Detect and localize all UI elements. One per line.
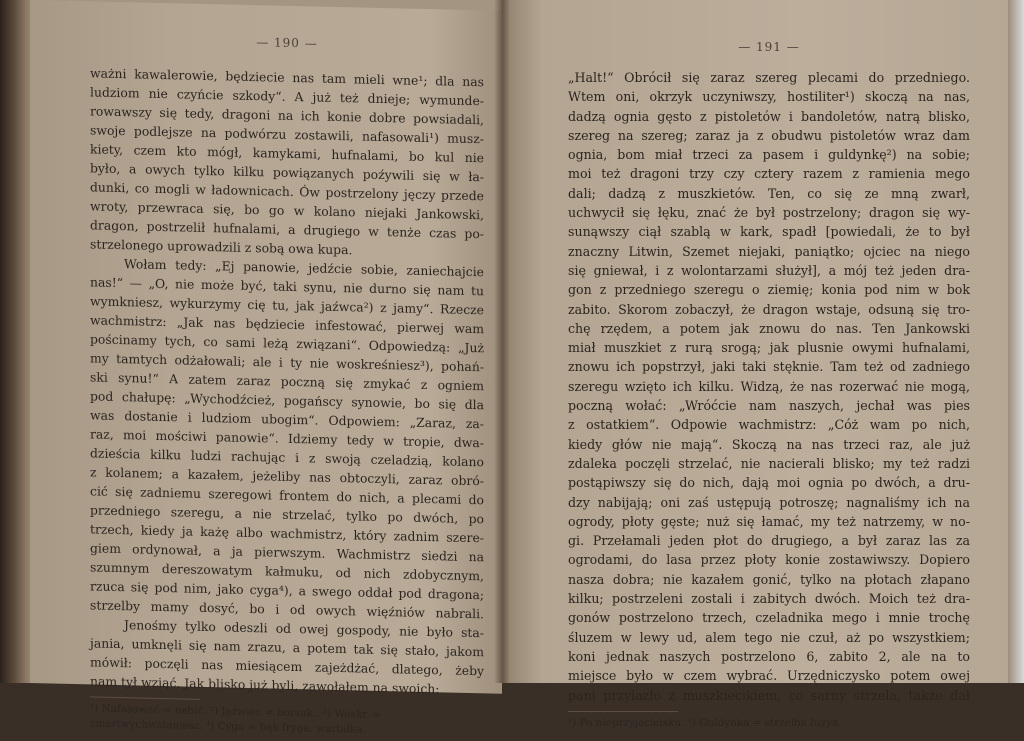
right-page-text-line: dadzą ognia gęsto z pistoletów i bandoletów, natrą blisko, <box>568 108 970 124</box>
right-page-text-line: śluzem w lewy ud, alem tego nie czuł, aż po wszystkiem; <box>568 629 970 645</box>
right-page-text-line: miejsce było w czem wybrać. Urzędniczysko potem owej <box>568 668 970 684</box>
left-page-text-line: przedniego szeregu, a nie strzelać, tylko po dwóch, po <box>90 502 484 527</box>
left-page-text-line: ludziom nie czyńcie szkody“. A już też dnieje; wymunde- <box>90 84 484 109</box>
right-page-text-line: kiedy głów nie mają“. Skoczą na nas trzeci raz, ale już <box>568 436 970 452</box>
left-footnote-line: zmartwychwstaniesz. ⁴) Cyga = bąk fryga, wartałka. <box>90 717 366 736</box>
right-page-text-line: gonów postrzelono trzech, czeladnika mego i mnie trochę <box>568 610 970 626</box>
left-page-text-line: wroty, przewraca się, bo go w kolano niejaki Jankowski, <box>90 198 484 223</box>
left-page-text-line: cić się zadniemu szeregowi frontem do nich, a plecami do <box>90 483 484 508</box>
left-page-text-line: rowawszy się tedy, dragoni na ich konie dobre powsiadali, <box>90 103 484 128</box>
left-page-text-line: was dostanie i ludziom ubogim“. Odpowiem: „Zaraz, za- <box>90 407 484 432</box>
left-page-text-line: było, a owych tylko kilku powiązanych poźywili się w ła- <box>90 160 484 185</box>
left-page-text-line: z kolanem; a kazałem, jeżeliby nas obtoczyli, zaraz obró- <box>90 464 484 489</box>
left-page-text-line: mówił: poczęli nas miesiącem zajeżdżać, dlatego, żeby <box>90 654 484 679</box>
left-page-text-line: dragon, postrzelił hufnalami, a drugiego w tenże czas po- <box>90 217 484 242</box>
left-page-text-line: ważni kawalerowie, będziecie nas tam mieli wne¹; dla nas <box>90 65 484 90</box>
right-page-text-line: dzy nabijają; oni zaś ustępują potroszę; nagnaliśmy ich na <box>568 494 970 510</box>
left-page-text-line: dunki, co mogli w ładownicach. Ów postrzelony jęczy przede <box>90 179 484 204</box>
right-page-text-line: znaczny Litwin, Szemet niejaki, paniątko; ojciec na niego <box>568 243 970 259</box>
right-page-text-line: ognia, bom miał trzeci za pasem i guldynkę²) na sobie; <box>568 147 970 163</box>
left-page-number: — 190 — <box>256 35 318 51</box>
right-page-text-line: ogrody, płoty gęste; nuż się łamać, my też natrzemy, w no- <box>568 513 970 529</box>
right-page-body <box>568 68 970 705</box>
right-page-text-line: postąpiwszy się do nich, dają moi ognia po dwóch, a dru- <box>568 475 970 491</box>
left-page-text-line: Jenośmy tylko odeszli od owej gospody, nie było sta- <box>124 617 484 641</box>
left-page-text-line: my tamtych odżałowali; ale i ty nie woskreśniesz³), pohań- <box>90 350 484 375</box>
book-gutter <box>494 0 510 683</box>
right-page-text-line: poczną wołać: „Wróćcie nam naszych, jechał was pies <box>568 398 970 414</box>
right-page-number: — 191 — <box>738 40 800 54</box>
left-page-text-line: jania, umknęli się nam zrazu, a potem tak się stało, jakom <box>90 635 484 660</box>
left-page-text-line: pościnamy tych, co sami leżą związani“. Odpowiedzą: „Już <box>90 331 484 356</box>
left-page-text-line: dzieścia kilku ludzi rachując i z swoją czeladzią, kolano <box>90 445 484 470</box>
right-page-text-line: się gniewał, i z wolontarzami służył], a mój też jeden dra- <box>568 262 970 278</box>
right-page-text-line: nasza dobra; nie kazałem gonić, tylko na płotach złapano <box>568 571 970 587</box>
left-page-text-line: kiety, czem kto mógł, kamykami, hufnalami, bo kul nie <box>90 141 484 166</box>
right-page-text-line: szeregu wzięto ich kilku. Widzą, że nas rozerwać nie mogą, <box>568 378 970 394</box>
right-footnote-rule <box>568 711 678 712</box>
left-page-text-line: raz, moi mościwi panowie“. Idziemy tedy w tropie, dwa- <box>90 426 484 451</box>
right-page-text-line: Wtem oni, okrzyk uczyniwszy, hostiliter¹) skoczą na nas, <box>568 89 970 105</box>
left-page-text-line: nas!“ — „O, nie może być, taki synu, nie durno się nam tu <box>90 274 484 299</box>
right-page-text-line: dali; dadzą z muszkietów. Ten, co się ze mną zwarł, <box>568 185 970 201</box>
left-footnote-line: ¹) Nafasować = nabić. ²) Jaźwiec = borsuk.. ³) Woskr. = <box>90 702 382 721</box>
right-page-text-line: uchwycił się łęku, znać że był postrzelony; dragon się wy- <box>568 205 970 221</box>
right-footnote-line: ¹) Po nieprzyjacielsku. ²) Guldynka = strzelba fuzya. <box>568 716 842 729</box>
left-page <box>30 0 502 736</box>
left-page-text-line: szumnym dereszowatym kałmuku, od nich zdobycznym, <box>90 559 484 584</box>
right-page-text-line: moi też dragoni trzy czy cztery razem z ramienia mego <box>568 166 970 182</box>
right-page-text-line: „Halt!“ Obrócił się zaraz szereg plecami do przedniego. <box>568 70 970 85</box>
right-page-text-line: zabito. Skorom zobaczył, że dragon wstaje, odsuną się tro- <box>568 301 970 317</box>
left-page-text-line: rzuca się pod nim, jako cyga⁴), a swego oddał pod dragona; <box>90 578 484 603</box>
left-page-text-line: nam tył wziąć. Jak blisko już byli, zawołałem na swoich: <box>90 673 440 697</box>
left-page-text-line: strzelonego uprowadzili z sobą owa kupa. <box>90 236 353 258</box>
left-page-text-line: pod chałupę: „Wychodźcież, pogańscy synowie, bo się dla <box>90 388 484 413</box>
right-page-text-line: z ostatkiem“. Odpowie wachmistrz: „Cóż wam po nich, <box>568 417 970 433</box>
left-page-text-line: wymkniesz, wykurzymy cię tu, jak jaźwca²) z jamy“. Rzecze <box>90 293 484 318</box>
right-page-text-line: znowu ich popstrzył, jaki taki stęknie. Tam też od zadniego <box>568 359 970 375</box>
left-page-text-line: Wołam tedy: „Ej panowie, jedźcie sobie, zaniechajcie <box>124 256 484 280</box>
right-page-text-line: ogrodami, do lasa przez płoty konie zostawiwszy. Dopiero <box>568 552 970 568</box>
right-page <box>502 0 1010 729</box>
left-page-text-line: ski synu!“ A zatem zaraz poczną się zmykać z ogniem <box>90 369 484 394</box>
left-page-text-line: giem ordynował, a ja pierwszym. Wachmistrz siedzi na <box>90 540 484 565</box>
right-page-text-line: gon z przedniego szeregu o ziemię; konia pod nim w bok <box>568 282 970 298</box>
right-page-text-line: miał muszkiet z rurą srogą; jak plusnie owymi hufnalami, <box>568 340 970 356</box>
right-page-text-line: chę rzędem, a potem jak znowu do nas. Ten Jankowski <box>568 320 970 336</box>
right-page-text-line: gi. Przełamali jeden płot do drugiego, a był zaraz las za <box>568 533 970 549</box>
right-page-text-line: kilku; postrzeleni zostali i zabitych dwóch. Moich też dra- <box>568 591 970 607</box>
left-page-text-line: strzelby mamy dosyć, bo i od owych więźniów nabrali. <box>90 597 484 622</box>
left-page-text-line: swoje podlejsze na podwórzu zostawili, nafasowali¹) musz- <box>90 122 484 147</box>
left-page-text-line: wachmistrz: „Jak nas będziecie infestować, pierwej wam <box>90 312 484 337</box>
right-page-text-line: pani przylazło z muszkiecikiem, co sarny strzela, także dał <box>568 687 970 703</box>
left-page-text-line: trzech, kiedy ja każę albo wachmistrz, który zadnim szere- <box>90 521 484 546</box>
right-page-text-line: sunąwszy ciął szablą w kark, spadł [powiedali, że to był <box>568 224 970 240</box>
right-footnotes <box>568 716 970 731</box>
left-footnotes <box>90 701 484 740</box>
right-page-text-line: zdaleka poczęli strzelać, nie nacierali blisko; my też radzi <box>568 455 970 471</box>
left-page-body <box>90 63 484 699</box>
right-page-text-line: koni jednak naszych postrzelono 6, zabito 2, ale na to <box>568 648 970 664</box>
right-page-text-line: szereg na szereg; zaraz ja z obudwu pistoletów wraz dam <box>568 127 970 143</box>
page-edge <box>1008 0 1024 683</box>
left-footnote-rule <box>90 696 200 699</box>
